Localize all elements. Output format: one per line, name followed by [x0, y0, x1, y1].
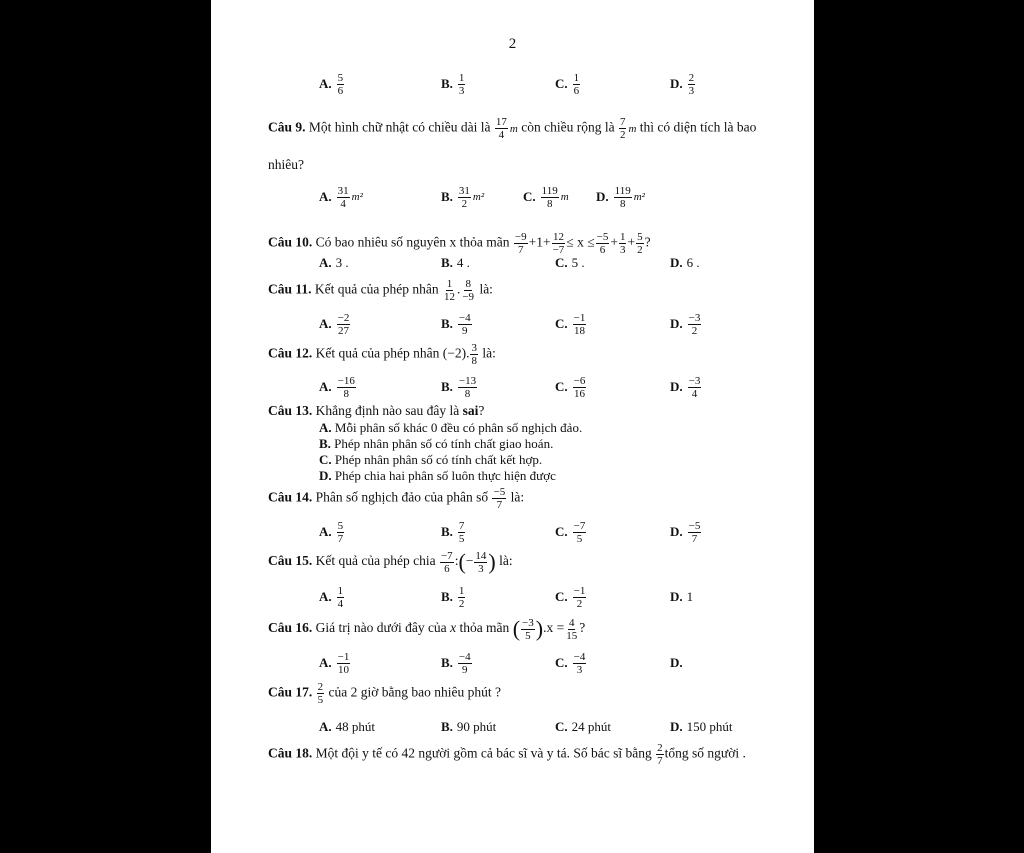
question-10: Câu 10. Có bao nhiêu số nguyên x thỏa mãn $\frac{-9}{7}$ +1+ $\frac{12}{-7}$ ≤ x ≤ $\frac{-5}{6}$ + $\frac{1}{3}$ + $\frac{5}{2}$ ?	[268, 231, 651, 256]
q11-options	[319, 307, 789, 341]
q8-option-b[interactable]: B. $\frac{1}{3}$	[441, 71, 465, 97]
q15-option-b[interactable]: B. $\frac{1}{2}$	[441, 584, 465, 610]
q17-option-a[interactable]: A. 48 phút	[319, 719, 376, 734]
question-13: Câu 13. Khẳng định nào sau đây là sai?	[268, 403, 485, 418]
q12-option-b[interactable]: B. $\frac{-13}{8}$	[441, 374, 477, 400]
q10-option-b[interactable]: B. 4 .	[441, 255, 470, 270]
question-18: Câu 18. Một đội y tế có 42 người gồm cả bác sĩ và y tá. Số bác sĩ bằng $\frac{2}{7}$ tổng số người .	[268, 742, 746, 767]
q9-options	[319, 180, 789, 214]
q11-option-a[interactable]: A. $\frac{-2}{27}$	[319, 311, 350, 337]
q10-option-c[interactable]: C. 5 .	[555, 255, 585, 270]
q14-option-c[interactable]: C. $\frac{-7}{5}$	[555, 519, 586, 545]
q13-statement-b[interactable]: B. Phép nhân phân số có tính chất giao hoán.	[319, 436, 554, 451]
q8-options	[319, 67, 789, 101]
q12-option-c[interactable]: C. $\frac{-6}{16}$	[555, 374, 586, 400]
question-9: Câu 9. Một hình chữ nhật có chiều dài là $\frac{17}{4}$ m còn chiều rộng là $\frac{7}{2}$ m thì có diện tích là bao	[268, 116, 757, 141]
question-11: Câu 11. Kết quả của phép nhân $\frac{1}{12}$ . $\frac{8}{-9}$ là:	[268, 278, 493, 303]
q15-option-d[interactable]: D. 1	[670, 589, 694, 604]
q14-option-b[interactable]: B. $\frac{7}{5}$	[441, 519, 465, 545]
q14-option-a[interactable]: A. $\frac{5}{7}$	[319, 519, 344, 545]
q16-option-b[interactable]: B. $\frac{-4}{9}$	[441, 650, 471, 676]
q12-option-d[interactable]: D. $\frac{-3}{4}$	[670, 374, 701, 400]
q12-option-a[interactable]: A. $\frac{-16}{8}$	[319, 374, 355, 400]
q17-option-c[interactable]: C. 24 phút	[555, 719, 612, 734]
question-16: Câu 16. Giá trị nào dưới đây của x thỏa mãn ( $\frac{-3}{5}$ ).x = $\frac{4}{15}$ ?	[268, 616, 586, 642]
q16-option-a[interactable]: A. $\frac{-1}{10}$	[319, 650, 350, 676]
page-number: 2	[508, 36, 517, 52]
q14-options	[319, 515, 789, 549]
q9-option-b[interactable]: B. $\frac{31}{2}$ m²	[441, 184, 485, 210]
document-page	[211, 0, 814, 853]
question-15: Câu 15. Kết quả của phép chia $\frac{-7}{6}$ :(− $\frac{14}{3}$ ) là:	[268, 549, 513, 575]
q9-option-a[interactable]: A. $\frac{31}{4}$ m²	[319, 184, 363, 210]
q16-options	[319, 646, 789, 680]
q8-option-a[interactable]: A. $\frac{5}{6}$	[319, 71, 344, 97]
q13-statement-d[interactable]: D. Phép chia hai phân số luôn thực hiện được	[319, 468, 556, 483]
q10-option-d[interactable]: D. 6 .	[670, 255, 700, 270]
question-9-continued: nhiêu?	[268, 157, 304, 172]
q17-options	[319, 710, 789, 744]
q11-option-b[interactable]: B. $\frac{-4}{9}$	[441, 311, 471, 337]
q15-options	[319, 580, 789, 614]
q8-option-d[interactable]: D. $\frac{2}{3}$	[670, 71, 695, 97]
q17-option-b[interactable]: B. 90 phút	[441, 719, 497, 734]
q15-option-a[interactable]: A. $\frac{1}{4}$	[319, 584, 344, 610]
q9-option-d[interactable]: D. $\frac{119}{8}$ m²	[596, 184, 645, 210]
q16-option-d[interactable]: D.	[670, 655, 683, 670]
q14-option-d[interactable]: D. $\frac{-5}{7}$	[670, 519, 701, 545]
question-14: Câu 14. Phân số nghịch đảo của phân số $\frac{-5}{7}$ là:	[268, 486, 525, 511]
q13-statement-a[interactable]: A. Mỗi phân số khác 0 đều có phân số nghịch đảo.	[319, 420, 583, 435]
q15-option-c[interactable]: C. $\frac{-1}{2}$	[555, 584, 586, 610]
q16-option-c[interactable]: C. $\frac{-4}{3}$	[555, 650, 586, 676]
question-12: Câu 12. Kết quả của phép nhân (−2). $\frac{3}{8}$ là:	[268, 342, 496, 367]
q10-option-a[interactable]: A. 3 .	[319, 255, 349, 270]
q17-option-d[interactable]: D. 150 phút	[670, 719, 733, 734]
q12-options	[319, 370, 789, 404]
q10-options	[319, 253, 789, 273]
q11-option-c[interactable]: C. $\frac{-1}{18}$	[555, 311, 586, 337]
q9-option-c[interactable]: C. $\frac{119}{8}$ m	[523, 184, 569, 210]
question-17: Câu 17. $\frac{2}{5}$ của 2 giờ bằng bao nhiêu phút ?	[268, 681, 501, 706]
q13-statement-c[interactable]: C. Phép nhân phân số có tính chất kết hợp.	[319, 452, 543, 467]
q11-option-d[interactable]: D. $\frac{-3}{2}$	[670, 311, 701, 337]
q8-option-c[interactable]: C. $\frac{1}{6}$	[555, 71, 580, 97]
